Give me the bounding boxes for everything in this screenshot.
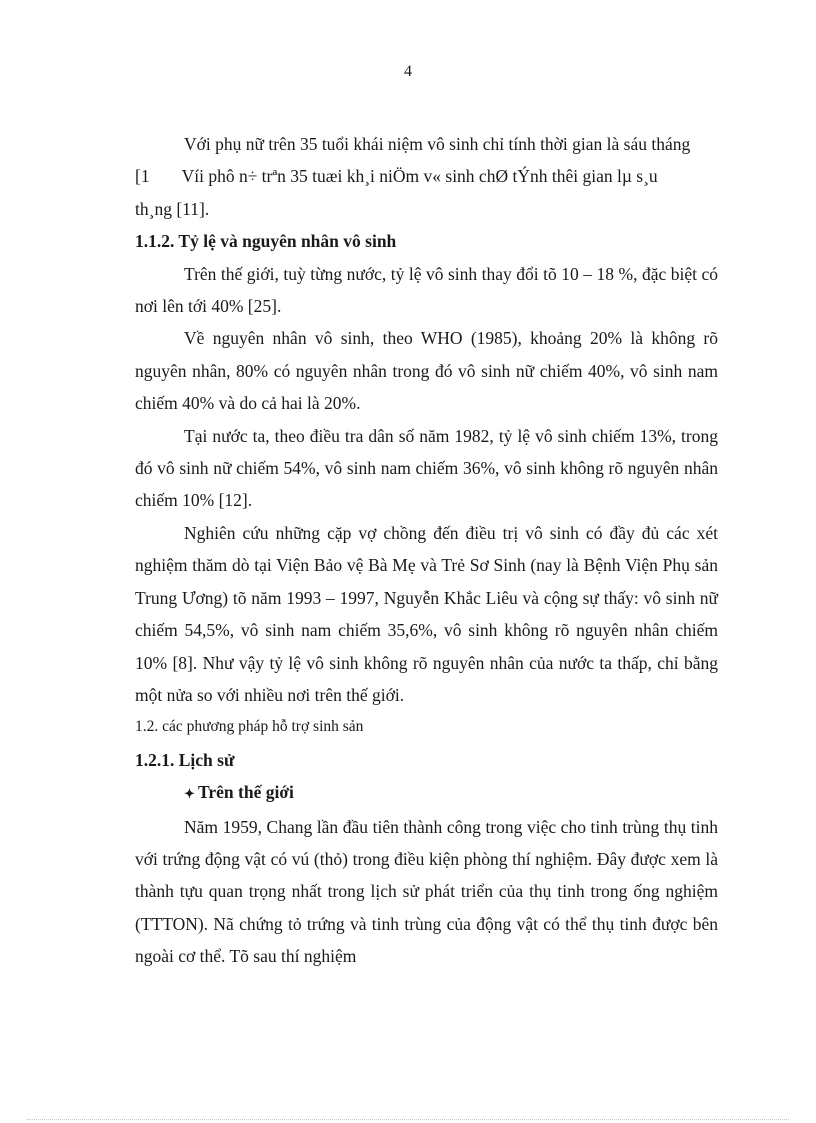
bullet-star-icon: ✦ — [184, 786, 195, 802]
document-body — [135, 128, 718, 973]
bullet-heading-label: Trên thế giới — [198, 782, 294, 803]
intro-garbled-line — [135, 160, 718, 192]
paragraph-research: Nghiên cứu những cặp vợ chồng đến điều trị vô sinh có đầy đủ các xét nghiệm thăm dò tại Viện Bảo vệ Bà Mẹ và Trẻ Sơ Sinh (nay là Bệnh Viện Phụ sản Trung Ương) tõ năm 1993 – 1997, Nguyễn Khắc Liêu và cộng sự thấy: vô sinh nữ chiếm 54,5%, vô sinh nam chiếm 35,6%, vô sinh không rõ nguyên nhân chiếm 10% [8]. Như vậy tỷ lệ vô sinh không rõ nguyên nhân của nước ta thấp, chỉ bằng một nửa so với nhiều nơi trên thế giới. — [135, 522, 718, 705]
garbled-ref: [1 — [135, 166, 150, 187]
garbled-text: Víi phô n÷ trªn 35 tuæi kh¸i niÖm v« sinh chØ tÝnh thêi gian lµ s¸u — [181, 166, 658, 187]
intro-garbled-line-end: th¸ng [11]. — [135, 198, 210, 219]
paragraph-who-causes: Về nguyên nhân vô sinh, theo WHO (1985), khoảng 20% là không rõ nguyên nhân, 80% có nguyên nhân trong đó vô sinh nữ chiếm 40%, vô sinh nam chiếm 40% và do cả hai là 20%. — [135, 328, 718, 414]
section-heading-1-2-1: 1.2.1. Lịch sử — [135, 749, 235, 770]
bullet-heading-world — [135, 776, 718, 810]
paragraph-vietnam-census: Tại nước ta, theo điều tra dân số năm 1982, tỷ lệ vô sinh chiếm 13%, trong đó vô sinh nữ chiếm 54%, vô sinh nam chiếm 36%, vô sinh không rõ nguyên nhân chiếm 10% [12]. — [135, 425, 718, 511]
section-heading-1-1-2: 1.1.2. Tỷ lệ và nguyên nhân vô sinh — [135, 231, 397, 252]
page-number: 4 — [404, 63, 412, 80]
page-bottom-divider — [27, 1119, 789, 1120]
intro-paragraph: Với phụ nữ trên 35 tuổi khái niệm vô sinh chỉ tính thời gian là sáu tháng — [184, 134, 691, 154]
section-heading-1-2: 1.2. các phương pháp hỗ trợ sinh sản — [135, 718, 364, 736]
paragraph-world-rate: Trên thế giới, tuỳ từng nước, tỷ lệ vô sinh thay đổi tõ 10 – 18 %, đặc biệt có nơi lên tới 40% [25]. — [135, 263, 718, 317]
paragraph-chang-1959: Năm 1959, Chang lần đầu tiên thành công trong việc cho tinh trùng thụ tinh với trứng động vật có vú (thỏ) trong điều kiện phòng thí nghiệm. Đây được xem là thành tựu quan trọng nhất trong lịch sử phát triển của thụ tinh trong ống nghiệm (TTTON). Nã chứng tỏ trứng và tinh trùng của động vật có thể thụ tinh được bên ngoài cơ thể. Tõ sau thí nghiệm — [135, 816, 718, 967]
